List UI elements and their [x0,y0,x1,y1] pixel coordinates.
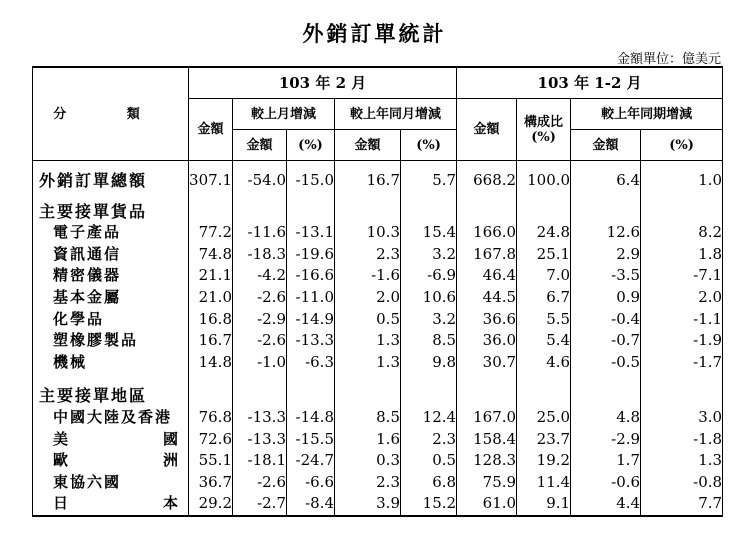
empty-cell [287,373,335,385]
table-row [33,450,723,472]
row-label-char: 洲 [162,451,180,470]
value-cell: 1.8 [641,244,723,266]
ytd-yoy-pct-subheader: (%) [641,130,723,161]
empty-cell [641,192,723,201]
value-cell: 29.2 [189,493,233,516]
category-header: 分 類 [33,67,189,161]
empty-cell [335,373,401,385]
value-cell: 2.3 [401,429,457,451]
empty-cell [287,385,335,407]
group-title-row [33,201,723,223]
value-cell: 19.2 [517,450,571,472]
value-cell: 74.8 [189,244,233,266]
value-cell: 1.0 [641,170,723,192]
value-cell: -13.3 [233,429,287,451]
empty-cell [517,373,571,385]
yoy-amount-subheader: 金額 [335,130,401,161]
value-cell: 4.4 [571,493,641,516]
row-label [33,429,189,451]
value-cell: -54.0 [233,170,287,192]
row-label-char: 美 [53,429,71,448]
spacer-row [33,373,723,385]
value-cell: 10.6 [401,287,457,309]
group-title: 主要接單貨品 [33,201,189,223]
value-cell: 16.7 [189,330,233,352]
value-cell: -1.7 [641,352,723,374]
empty-cell [401,373,457,385]
value-cell: -6.3 [287,352,335,374]
value-cell: 21.0 [189,287,233,309]
mom-pct-subheader: (%) [287,130,335,161]
table-row [33,265,723,287]
value-cell: -0.8 [641,472,723,494]
empty-cell [401,192,457,201]
empty-cell [641,373,723,385]
value-cell: -13.3 [233,407,287,429]
value-cell: 7.7 [641,493,723,516]
period2-header: 103 年 1-2 月 [457,67,723,99]
share-label: 構成比 [524,114,564,130]
value-cell: -0.4 [571,309,641,331]
value-cell: 76.8 [189,407,233,429]
row-label: 機械 [33,352,189,374]
row-label: 基本金屬 [33,287,189,309]
empty-cell [189,385,233,407]
value-cell: -15.0 [287,170,335,192]
value-cell: -7.1 [641,265,723,287]
empty-cell [517,385,571,407]
value-cell: 61.0 [457,493,517,516]
ytd-yoy-change-header: 較上年同期增減 [571,99,723,130]
empty-cell [287,201,335,223]
value-cell: -2.9 [233,309,287,331]
value-cell: -1.1 [641,309,723,331]
value-cell: 12.6 [571,222,641,244]
empty-cell [287,192,335,201]
mom-change-header: 較上月增減 [233,99,335,130]
value-cell: 6.8 [401,472,457,494]
row-label-char: 本 [162,494,180,513]
value-cell: 166.0 [457,222,517,244]
value-cell: -15.5 [287,429,335,451]
table-row [33,244,723,266]
value-cell: 3.2 [401,309,457,331]
value-cell: -16.6 [287,265,335,287]
value-cell: -19.6 [287,244,335,266]
value-cell: 12.4 [401,407,457,429]
value-cell: 9.1 [517,493,571,516]
value-cell: 36.0 [457,330,517,352]
value-cell: 158.4 [457,429,517,451]
value-cell: -2.6 [233,287,287,309]
table-row [33,493,723,516]
value-cell: 1.3 [335,330,401,352]
row-label [33,450,189,472]
value-cell: -1.8 [641,429,723,451]
row-label-text [53,429,180,451]
table-row [33,330,723,352]
empty-cell [189,373,233,385]
spacer-row [33,161,723,171]
value-cell: 6.4 [571,170,641,192]
group-title: 主要接單地區 [33,385,189,407]
empty-cell [233,161,287,171]
value-cell: -0.6 [571,472,641,494]
table-row [33,287,723,309]
amount-header: 金額 [189,99,233,161]
value-cell: 3.0 [641,407,723,429]
table-row [33,352,723,374]
group-title-row [33,385,723,407]
share-unit: (%) [531,129,556,145]
yoy-change-header: 較上年同月增減 [335,99,457,130]
value-cell: 2.3 [335,244,401,266]
total-row [33,170,723,192]
row-label: 東協六國 [33,472,189,494]
row-label: 精密儀器 [33,265,189,287]
value-cell: 46.4 [457,265,517,287]
empty-cell [641,161,723,171]
empty-cell [335,385,401,407]
value-cell: 8.5 [401,330,457,352]
row-label [33,493,189,516]
value-cell: 75.9 [457,472,517,494]
value-cell: -11.6 [233,222,287,244]
empty-cell [335,201,401,223]
ytd-amount-header: 金額 [457,99,517,161]
value-cell: -2.6 [233,472,287,494]
value-cell: 77.2 [189,222,233,244]
value-cell: -13.3 [287,330,335,352]
empty-cell [571,192,641,201]
empty-cell [457,161,517,171]
empty-cell [189,161,233,171]
empty-cell [33,192,189,201]
value-cell: -0.5 [571,352,641,374]
empty-cell [571,161,641,171]
value-cell: 6.7 [517,287,571,309]
value-cell: 15.2 [401,493,457,516]
value-cell: 10.3 [335,222,401,244]
mom-amount-subheader: 金額 [233,130,287,161]
value-cell: 2.3 [335,472,401,494]
value-cell: 8.5 [335,407,401,429]
empty-cell [641,201,723,223]
row-label-text [53,450,180,472]
value-cell: 5.5 [517,309,571,331]
value-cell: 14.8 [189,352,233,374]
empty-cell [287,161,335,171]
value-cell: 55.1 [189,450,233,472]
empty-cell [33,373,189,385]
value-cell: -18.3 [233,244,287,266]
table-row [33,222,723,244]
table-row [33,407,723,429]
empty-cell [401,161,457,171]
empty-cell [401,201,457,223]
value-cell: 9.8 [401,352,457,374]
row-label: 中國大陸及香港 [33,407,189,429]
value-cell: -1.6 [335,265,401,287]
value-cell: 1.3 [641,450,723,472]
value-cell: -4.2 [233,265,287,287]
value-cell: -2.7 [233,493,287,516]
empty-cell [457,192,517,201]
yoy-pct-subheader: (%) [401,130,457,161]
value-cell: -0.7 [571,330,641,352]
value-cell: 2.0 [641,287,723,309]
table-body [33,161,723,516]
value-cell: 128.3 [457,450,517,472]
row-label: 塑橡膠製品 [33,330,189,352]
value-cell: -11.0 [287,287,335,309]
value-cell: -2.6 [233,330,287,352]
value-cell: -13.1 [287,222,335,244]
value-cell: -24.7 [287,450,335,472]
value-cell: 21.1 [189,265,233,287]
empty-cell [641,385,723,407]
value-cell: 72.6 [189,429,233,451]
value-cell: 44.5 [457,287,517,309]
empty-cell [457,373,517,385]
empty-cell [233,373,287,385]
empty-cell [517,161,571,171]
value-cell: 668.2 [457,170,517,192]
value-cell: 307.1 [189,170,233,192]
value-cell: 3.9 [335,493,401,516]
value-cell: 1.6 [335,429,401,451]
export-orders-table [32,66,723,517]
row-label: 電子產品 [33,222,189,244]
empty-cell [517,192,571,201]
empty-cell [335,192,401,201]
empty-cell [571,385,641,407]
value-cell: 3.2 [401,244,457,266]
empty-cell [233,385,287,407]
empty-cell [457,385,517,407]
value-cell: 100.0 [517,170,571,192]
value-cell: -3.5 [571,265,641,287]
period1-header: 103 年 2 月 [189,67,457,99]
value-cell: 23.7 [517,429,571,451]
value-cell: 25.1 [517,244,571,266]
value-cell: 2.0 [335,287,401,309]
empty-cell [233,201,287,223]
value-cell: 167.8 [457,244,517,266]
share-header [517,99,571,161]
value-cell: 1.7 [571,450,641,472]
value-cell: -14.8 [287,407,335,429]
value-cell: 24.8 [517,222,571,244]
value-cell: 5.7 [401,170,457,192]
value-cell: 15.4 [401,222,457,244]
empty-cell [189,192,233,201]
value-cell: 16.7 [335,170,401,192]
value-cell: 16.8 [189,309,233,331]
value-cell: 36.7 [189,472,233,494]
value-cell: 2.9 [571,244,641,266]
value-cell: -1.9 [641,330,723,352]
table-row [33,309,723,331]
row-label-text [53,493,180,515]
value-cell: 0.5 [401,450,457,472]
unit-note: 金額單位：億美元 [616,52,721,67]
value-cell: 1.3 [335,352,401,374]
row-label: 化學品 [33,309,189,331]
row-label-char: 歐 [53,451,71,470]
empty-cell [189,201,233,223]
value-cell: 8.2 [641,222,723,244]
value-cell: 25.0 [517,407,571,429]
table-row [33,472,723,494]
row-label-char: 日 [53,494,71,513]
value-cell: 11.4 [517,472,571,494]
value-cell: 30.7 [457,352,517,374]
value-cell: 167.0 [457,407,517,429]
row-label: 外銷訂單總額 [33,170,189,192]
value-cell: 36.6 [457,309,517,331]
value-cell: 7.0 [517,265,571,287]
value-cell: -6.9 [401,265,457,287]
page-title: 外銷訂單統計 [302,21,447,46]
value-cell: 0.9 [571,287,641,309]
value-cell: -18.1 [233,450,287,472]
empty-cell [457,201,517,223]
empty-cell [33,161,189,171]
value-cell: -6.6 [287,472,335,494]
value-cell: 4.6 [517,352,571,374]
empty-cell [233,192,287,201]
empty-cell [571,373,641,385]
table-row [33,429,723,451]
empty-cell [401,385,457,407]
empty-cell [571,201,641,223]
row-label: 資訊通信 [33,244,189,266]
empty-cell [335,161,401,171]
value-cell: -8.4 [287,493,335,516]
spacer-row [33,192,723,201]
row-label-char: 國 [162,429,180,448]
value-cell: 5.4 [517,330,571,352]
value-cell: -14.9 [287,309,335,331]
ytd-yoy-amount-subheader: 金額 [571,130,641,161]
value-cell: -1.0 [233,352,287,374]
value-cell: 4.8 [571,407,641,429]
value-cell: 0.5 [335,309,401,331]
value-cell: 0.3 [335,450,401,472]
empty-cell [517,201,571,223]
value-cell: -2.9 [571,429,641,451]
